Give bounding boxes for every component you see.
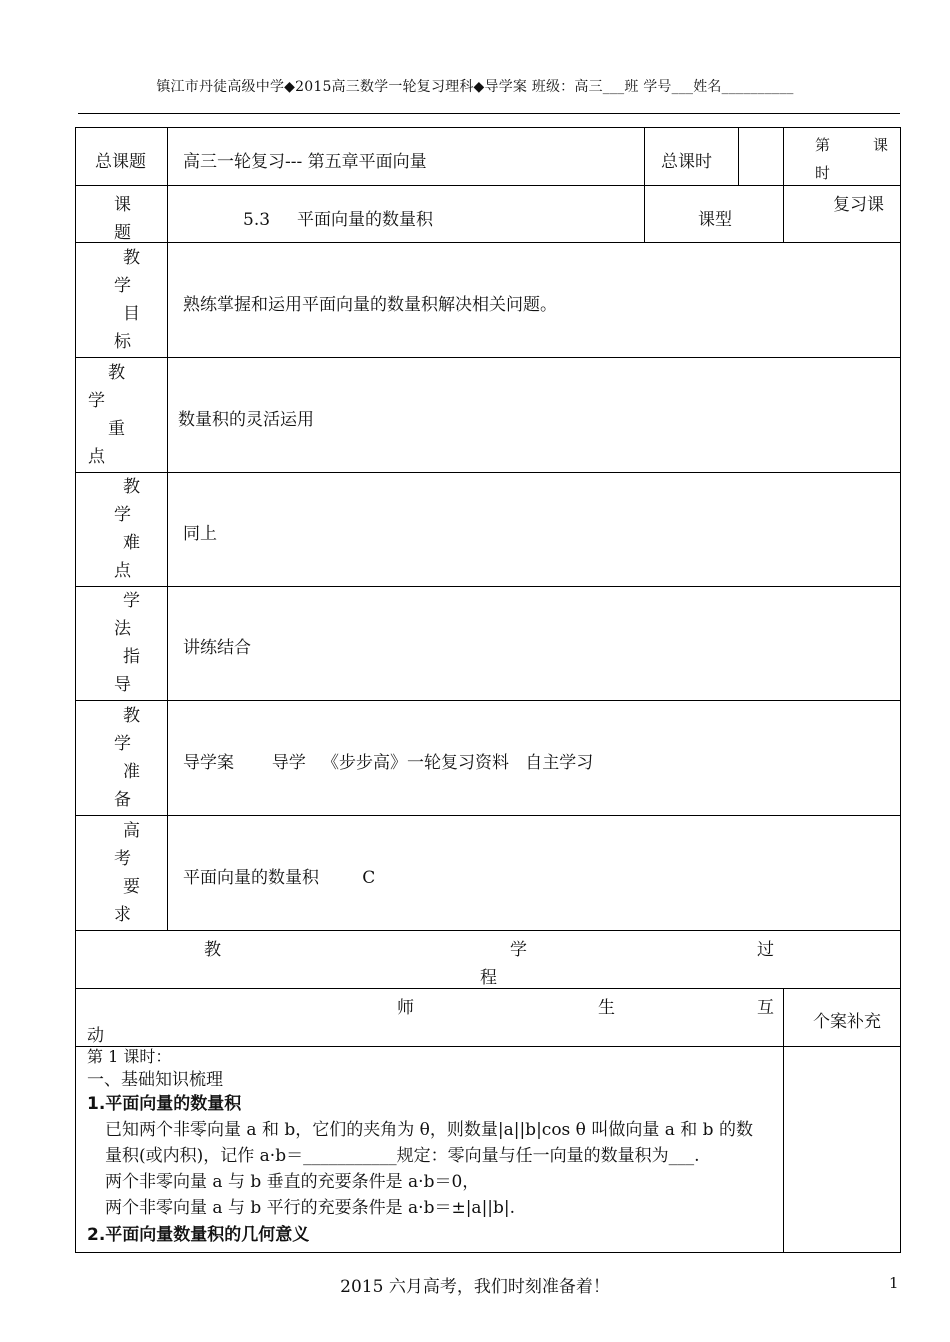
key-label-4: 点 <box>88 447 105 467</box>
difficulty-label-4: 点 <box>114 561 131 581</box>
method-value-cell <box>167 586 901 701</box>
method-label-3: 指 <box>123 647 140 667</box>
goal-value: 熟练掌握和运用平面向量的数量积解决相关问题。 <box>183 295 557 315</box>
row2-value: 5.3 平面向量的数量积 <box>243 210 434 230</box>
process-char-2: 学 <box>510 940 527 960</box>
exam-label-1: 高 <box>123 821 140 841</box>
process-char-3: 过 <box>757 940 774 960</box>
difficulty-label-3: 难 <box>123 533 140 553</box>
row2-type-label: 课型 <box>698 210 732 230</box>
interaction-char-2: 生 <box>598 998 615 1018</box>
key-label-2: 学 <box>88 391 105 411</box>
row1-label: 总课题 <box>95 152 146 172</box>
method-label-2: 法 <box>114 619 131 639</box>
prep-value: 导学案 导学 《步步高》一轮复习资料 自主学习 <box>183 753 594 773</box>
page-header: 镇江市丹徒高级中学◆2015高三数学一轮复习理科◆导学案 班级：高三___班 学号___姓名__________ <box>156 79 794 95</box>
difficulty-label-2: 学 <box>114 505 131 525</box>
prep-label-1: 教 <box>123 706 140 726</box>
row1-value: 高三一轮复习--- 第五章平面向量 <box>183 152 427 172</box>
section-heading: 一、基础知识梳理 <box>87 1070 223 1090</box>
paragraph-perpendicular: 两个非零向量 a 与 b 垂直的充要条件是 a·b＝0， <box>105 1172 480 1192</box>
content-side-cell <box>783 1046 901 1253</box>
process-char-4: 程 <box>480 968 497 988</box>
exam-label-2: 考 <box>114 849 131 869</box>
prep-label-2: 学 <box>114 734 131 754</box>
process-char-1: 教 <box>204 940 221 960</box>
row1-hours-label: 总课时 <box>661 152 712 172</box>
goal-label-4: 标 <box>114 332 131 352</box>
interaction-char-3: 互 <box>757 998 774 1018</box>
exam-label-3: 要 <box>123 877 140 897</box>
prep-label-4: 备 <box>114 790 131 810</box>
interaction-cell <box>75 988 784 1047</box>
difficulty-value: 同上 <box>183 524 217 544</box>
goal-label-2: 学 <box>114 276 131 296</box>
method-value: 讲练结合 <box>183 638 251 658</box>
lesson-number: 第 1 课时： <box>87 1047 172 1066</box>
row2-label-b: 题 <box>114 223 131 243</box>
heading-geometric-meaning: 2.平面向量数量积的几何意义 <box>87 1225 310 1245</box>
paragraph-parallel: 两个非零向量 a 与 b 平行的充要条件是 a·b＝±|a||b|. <box>105 1198 516 1218</box>
key-label-1: 教 <box>108 363 125 383</box>
row1-lesson-b: 课 <box>873 136 889 154</box>
page-footer: 2015 六月高考，我们时刻准备着！ <box>340 1277 610 1297</box>
paragraph-definition-line1: 已知两个非零向量 a 和 b，它们的夹角为 θ，则数量|a||b|cos θ 叫做向量 a 和 b 的数 <box>105 1120 753 1140</box>
difficulty-label-1: 教 <box>123 477 140 497</box>
row1-lesson-c: 时 <box>815 164 831 182</box>
interaction-char-1: 师 <box>397 998 414 1018</box>
method-label-1: 学 <box>123 591 140 611</box>
method-label-4: 导 <box>114 675 131 695</box>
key-label-3: 重 <box>108 419 125 439</box>
key-value: 数量积的灵活运用 <box>178 410 314 430</box>
difficulty-value-cell <box>167 472 901 587</box>
exam-value: 平面向量的数量积 C <box>183 868 376 888</box>
row1-hours-value-cell <box>738 127 784 186</box>
paragraph-definition-line2: 量积(或内积)，记作 a·b＝___________规定：零向量与任一向量的数量积为___. <box>105 1146 700 1166</box>
exam-label-4: 求 <box>114 905 131 925</box>
page-number: 1 <box>889 1274 899 1292</box>
case-supplement-label: 个案补充 <box>813 1012 881 1032</box>
prep-label-3: 准 <box>123 762 140 782</box>
goal-label-3: 目 <box>123 304 140 324</box>
row2-type-value: 复习课 <box>833 195 884 215</box>
goal-label-1: 教 <box>123 248 140 268</box>
row2-label-a: 课 <box>114 195 131 215</box>
interaction-char-4: 动 <box>87 1026 104 1046</box>
row1-lesson-a: 第 <box>815 136 831 154</box>
header-rule <box>78 113 900 114</box>
heading-dot-product: 1.平面向量的数量积 <box>87 1094 242 1114</box>
